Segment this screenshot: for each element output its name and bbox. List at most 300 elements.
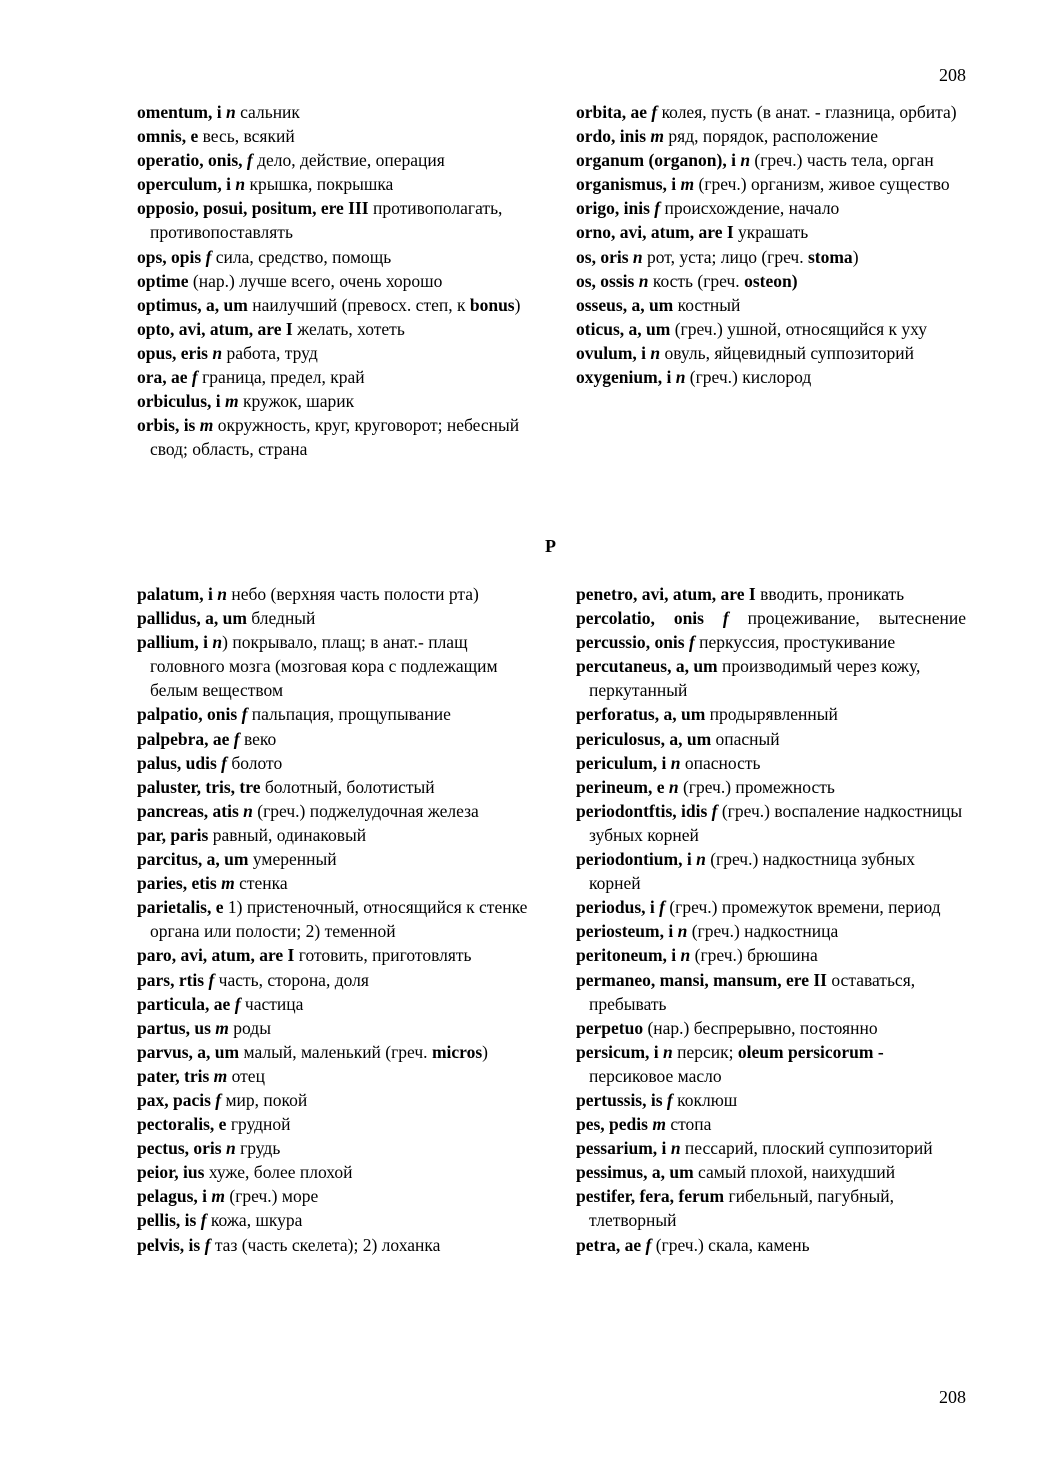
entry-gender: n: [658, 1041, 673, 1062]
dictionary-entry: [137, 389, 529, 413]
dictionary-entry: [576, 968, 966, 1016]
entry-headword: penetro, avi, atum, are I: [576, 584, 756, 604]
entry-headword: pallidus: [137, 608, 197, 629]
entry-definition: (греч.) промежуток времени, период: [664, 897, 941, 918]
entry-gender: m: [646, 126, 665, 147]
entry-definition: процеживание, вытеснение: [728, 608, 966, 629]
entry-definition: граница, предел, край: [197, 367, 365, 388]
entry-headword: pelvis: [137, 1234, 180, 1255]
entry-forms: , avi, atum, are I: [171, 945, 295, 966]
dictionary-entry: [137, 992, 529, 1016]
entry-gender: f: [229, 728, 240, 749]
entry-headword: periodontium: [576, 849, 679, 870]
entry-headword: orbis: [137, 415, 175, 436]
entry-forms: , ae: [615, 1234, 642, 1255]
entry-headword: omnis: [137, 126, 182, 147]
entry-headword: pestifer: [576, 1186, 631, 1207]
entry-definition-tail: персиковое масло: [589, 1065, 722, 1086]
dictionary-entry: [137, 245, 529, 269]
entry-definition: окружность, круг, круговорот; небесный свод; область, страна: [150, 415, 520, 460]
entry-forms: , i: [207, 391, 221, 412]
entry-forms: , ius: [174, 1162, 205, 1183]
dictionary-entry: [576, 269, 968, 293]
entry-gender: m: [210, 1017, 229, 1038]
entry-definition: грудь: [235, 1138, 281, 1159]
entry-headword: pessimus: [576, 1162, 644, 1183]
dictionary-entry: [576, 1136, 966, 1160]
entry-headword: periodus: [576, 897, 642, 918]
entry-definition: (нар.) лучше всего, очень хорошо: [188, 270, 443, 291]
entry-term: oleum persicorum -: [737, 1041, 884, 1062]
entry-definition: умеренный: [248, 849, 337, 870]
entry-definition: (греч.) брюшина: [690, 945, 818, 966]
entry-headword: ops: [137, 246, 163, 267]
entry-forms: , oris: [591, 246, 629, 267]
entry-forms: , eris: [172, 342, 208, 363]
entry-gender: m: [209, 1065, 228, 1086]
entry-gender: n: [208, 632, 223, 653]
dictionary-entry: [576, 365, 968, 389]
entry-headword: particula, ae: [137, 993, 231, 1014]
dictionary-entry: [576, 582, 966, 606]
entry-gender: f: [707, 800, 718, 821]
entry-definition: болото: [226, 752, 283, 773]
entry-definition: гибельный, пагубный, тлетворный: [589, 1186, 894, 1231]
entry-gender: n: [208, 342, 223, 363]
entry-headword: persicum, i: [576, 1041, 659, 1062]
entry-definition: коклюш: [672, 1089, 738, 1110]
dictionary-entry: [137, 1208, 529, 1232]
entry-definition: готовить, приготовлять: [294, 945, 472, 966]
entry-headword: pallium: [137, 632, 195, 653]
entry-definition: самый плохой, наихудший: [693, 1162, 896, 1183]
entry-gender: f: [216, 752, 227, 773]
entry-forms: , rtis: [170, 969, 205, 990]
entry-definition: малый, маленький (греч.: [239, 1041, 432, 1062]
entry-headword: optime: [137, 270, 189, 291]
entry-definition: опасный: [711, 728, 780, 749]
entry-headword: oticus: [576, 318, 620, 339]
entry-definition: мир, покой: [221, 1089, 308, 1110]
entry-headword: palpebra: [137, 728, 205, 749]
dictionary-entry: [576, 727, 966, 751]
entry-definition: часть, сторона, доля: [214, 969, 369, 990]
dictionary-entry: [137, 341, 529, 365]
entry-forms: , e: [207, 897, 224, 918]
dictionary-entry: [137, 943, 529, 967]
entry-headword: pancreas: [137, 800, 204, 821]
entry-headword: oxygenium: [576, 367, 658, 388]
page-number-top: 208: [939, 65, 966, 85]
entry-gender: f: [230, 993, 241, 1014]
entry-headword: pars: [137, 969, 171, 990]
entry-gender: n: [634, 270, 649, 291]
entry-headword: pes, pedis: [576, 1114, 648, 1135]
dictionary-entry: [576, 1016, 966, 1040]
entry-definition: (нар.) беспрерывно, постоянно: [643, 1017, 878, 1038]
dictionary-entry: [137, 196, 529, 244]
entry-headword: parcitus, a, um: [137, 849, 249, 870]
entry-definition: колея, пусть (в анат. - глазница, орбита): [657, 102, 957, 122]
entry-definition: желать, хотеть: [292, 318, 405, 339]
entry-headword: os: [576, 246, 592, 267]
dictionary-entry: [137, 1064, 529, 1088]
entry-definition-tail: ): [514, 294, 521, 315]
entry-gender: f: [646, 102, 658, 122]
entry-forms: , i: [678, 849, 692, 870]
dictionary-entry: [576, 630, 966, 654]
entry-headword: orbiculus: [137, 391, 208, 412]
entry-gender: n: [671, 367, 686, 388]
entry-forms: , i: [632, 342, 647, 363]
entry-gender: f: [187, 367, 198, 388]
entry-definition: бледный: [246, 608, 316, 629]
dictionary-entry: [576, 100, 968, 124]
dictionary-entry: [576, 799, 966, 847]
entry-forms: , a, um: [643, 1162, 694, 1183]
entry-headword: orbita: [576, 102, 622, 122]
entry-definition: (греч.) организм, живое существо: [694, 174, 950, 195]
entry-gender: f: [654, 897, 665, 918]
dictionary-entry: [576, 293, 968, 317]
column-right-top: [576, 100, 968, 389]
entry-forms: , a, um: [667, 656, 718, 677]
dictionary-entry: [576, 606, 966, 630]
dictionary-entry: [137, 871, 529, 895]
entry-definition: ) покрывало, плащ; в анат.- плащ головного мозга (мозговая кора с подлежащим белым веществом: [150, 632, 498, 701]
entry-headword: perineum: [576, 776, 648, 797]
entry-gender: f: [703, 608, 729, 629]
entry-definition: рот, уста; лицо (греч.: [642, 246, 808, 267]
dictionary-entry: [576, 1088, 966, 1112]
entry-gender: n: [666, 1138, 681, 1159]
entry-term: bonus: [469, 294, 515, 315]
dictionary-entry: [137, 124, 529, 148]
entry-gender: f: [210, 1089, 222, 1110]
dictionary-entry: [576, 702, 966, 726]
entry-headword: pax, pacis: [137, 1089, 211, 1110]
entry-definition: пессарий, плоский суппозиторий: [680, 1138, 933, 1159]
entry-gender: m: [676, 174, 695, 195]
entry-definition: отец: [227, 1065, 265, 1086]
entry-forms: , is: [179, 1234, 201, 1255]
entry-headword: pater, tris: [137, 1065, 210, 1086]
entry-gender: n: [676, 945, 691, 966]
entry-headword: opto, avi, atum, are I: [137, 318, 293, 339]
dictionary-entry: [576, 847, 966, 895]
entry-headword: pellis, is: [137, 1210, 197, 1231]
entry-definition: стенка: [234, 873, 288, 894]
entry-forms: , e: [209, 1114, 227, 1135]
entry-headword: ora, ae: [137, 367, 188, 388]
entry-headword: ordo: [576, 126, 611, 147]
entry-headword: opus: [137, 342, 173, 363]
dictionary-entry: [137, 1233, 529, 1257]
entry-headword: omentum: [137, 102, 208, 122]
entry-definition: хуже, более плохой: [204, 1162, 353, 1183]
dictionary-entry: [137, 1136, 529, 1160]
dictionary-entry: [576, 245, 968, 269]
entry-forms: , inis: [611, 126, 647, 147]
dictionary-entry: [137, 1184, 529, 1208]
entry-forms: , i: [199, 584, 213, 604]
entry-headword: periculosus, a, um: [576, 728, 712, 749]
entry-forms: , ae: [621, 102, 647, 122]
dictionary-entry: [137, 823, 529, 847]
entry-forms: , fera, ferum: [630, 1186, 725, 1207]
entry-headword: operculum: [137, 174, 218, 195]
dictionary-entry: [576, 1112, 966, 1136]
dictionary-entry: [576, 1233, 966, 1257]
entry-gender: n: [212, 584, 227, 604]
entry-headword: pelagus, i: [137, 1186, 208, 1207]
dictionary-entry: [137, 702, 529, 726]
dictionary-entry: [137, 775, 529, 799]
dictionary-entry: [137, 582, 529, 606]
dictionary-entry: [576, 341, 968, 365]
section-letter: P: [545, 536, 556, 556]
entry-gender: f: [196, 1210, 207, 1231]
entry-forms: , e: [181, 126, 199, 147]
entry-headword: operatio: [137, 150, 200, 171]
entry-forms: , e: [647, 776, 665, 797]
entry-forms: , i: [194, 632, 209, 653]
entry-gender: n: [221, 1138, 236, 1159]
dictionary-entry: [576, 895, 966, 919]
entry-definition: противополагать, противопоставлять: [150, 198, 503, 243]
entry-headword: palus: [137, 752, 177, 773]
entry-definition: (греч.) ушной, относящийся к уху: [670, 318, 928, 339]
entry-forms: , a, um: [188, 1041, 240, 1062]
entry-headword: peior: [137, 1162, 175, 1183]
entry-definition: пальпация, прощупывание: [247, 704, 451, 725]
dictionary-entry: [137, 293, 529, 317]
entry-gender: m: [216, 873, 235, 894]
dictionary-entry: [576, 317, 968, 341]
entry-gender: n: [221, 102, 236, 122]
dictionary-entry: [137, 895, 529, 943]
entry-headword: periodontftis: [576, 800, 673, 821]
dictionary-entry: [576, 172, 968, 196]
dictionary-entry: [576, 220, 968, 244]
entry-definition: небо (верхняя часть полости рта): [226, 584, 479, 604]
entry-definition: (греч.) море: [225, 1186, 319, 1207]
entry-headword: partus, us: [137, 1017, 211, 1038]
entry-headword: percussio: [576, 632, 646, 653]
dictionary-entry: [576, 943, 966, 967]
dictionary-entry: [137, 1088, 529, 1112]
entry-headword: opposio, posui, positum, ere III: [137, 198, 369, 219]
entry-term: micros: [431, 1041, 483, 1062]
dictionary-entry: [137, 799, 529, 823]
entry-gender: n: [628, 246, 643, 267]
entry-gender: n: [673, 921, 688, 942]
entry-definition: украшать: [733, 222, 809, 243]
dictionary-entry: [137, 317, 529, 341]
entry-headword: organismus: [576, 174, 663, 195]
entry-definition: работа, труд: [222, 342, 318, 363]
entry-headword: parietalis: [137, 897, 207, 918]
entry-headword: os, ossis: [576, 270, 635, 291]
entry-forms: , a, um: [619, 318, 671, 339]
entry-forms: , ae: [204, 728, 230, 749]
entry-headword: origo: [576, 198, 615, 219]
entry-definition: производимый через кожу, перкутанный: [589, 656, 921, 701]
entry-headword: parvus: [137, 1041, 189, 1062]
entry-definition: наилучший (превосх. степ, к: [247, 294, 470, 315]
dictionary-entry: [576, 1040, 966, 1088]
entry-gender: f: [201, 246, 212, 267]
entry-definition: грудной: [226, 1114, 291, 1135]
entry-gender: n: [238, 800, 253, 821]
page-number-bottom: 208: [939, 1387, 966, 1407]
entry-headword: pectoralis: [137, 1114, 210, 1135]
entry-gender: f: [662, 1089, 673, 1110]
entry-headword: palatum: [137, 584, 200, 604]
entry-definition: (греч.) скала, камень: [651, 1234, 810, 1255]
entry-definition: весь, всякий: [198, 126, 295, 147]
entry-forms: , i: [207, 102, 222, 122]
entry-gender: f: [242, 150, 253, 171]
entry-gender: n: [646, 342, 661, 363]
entry-headword: orno, avi, atum, are I: [576, 222, 734, 243]
entry-gender: f: [204, 969, 215, 990]
entry-headword: periculum, i: [576, 752, 667, 773]
dictionary-entry: [137, 1112, 529, 1136]
entry-definition: кость (греч.: [648, 270, 745, 291]
entry-definition: сила, средство, помощь: [211, 246, 392, 267]
entry-forms: , paris: [161, 824, 209, 845]
entry-forms: , inis: [614, 198, 650, 219]
entry-gender: f: [641, 1234, 652, 1255]
dictionary-entry: [576, 919, 966, 943]
entry-headword: permaneo, mansi, mansum, ere II: [576, 969, 827, 990]
entry-forms: , udis: [176, 752, 217, 773]
entry-definition: оставаться, пребывать: [589, 969, 916, 1014]
entry-definition: персик;: [672, 1041, 738, 1062]
entry-definition: ряд, порядок, расположение: [664, 126, 879, 147]
entry-headword: palpatio: [137, 704, 199, 725]
entry-headword: paluster: [137, 776, 197, 797]
entry-forms: , a, um: [197, 294, 248, 315]
entry-definition: (греч.) воспаление надкостницы зубных корней: [589, 800, 963, 845]
entry-headword: petra: [576, 1234, 616, 1255]
dictionary-entry: [137, 413, 529, 461]
entry-headword: paro: [137, 945, 172, 966]
entry-definition: (греч.) надкостница: [687, 921, 839, 942]
entry-headword: peritoneum, i: [576, 945, 677, 966]
column-right-bottom: [576, 582, 966, 1257]
entry-definition: (греч.) часть тела, орган: [750, 150, 934, 171]
entry-forms: , is: [174, 415, 196, 436]
entry-gender: f: [237, 704, 248, 725]
entry-definition: роды: [228, 1017, 271, 1038]
dictionary-entry: [137, 727, 529, 751]
entry-forms: , i: [657, 367, 672, 388]
entry-definition: (греч.) поджелудочная железа: [252, 800, 479, 821]
dictionary-entry: [137, 1160, 529, 1184]
entry-forms: , onis,: [199, 150, 243, 171]
entry-definition: (греч.) промежность: [678, 776, 835, 797]
entry-gender: m: [195, 415, 214, 436]
entry-headword: perpetuo: [576, 1017, 644, 1038]
entry-forms: , i: [662, 174, 677, 195]
dictionary-entry: [137, 148, 529, 172]
entry-definition: болотный, болотистый: [260, 776, 435, 797]
entry-definition: костный: [673, 294, 741, 315]
dictionary-entry: [137, 1016, 529, 1040]
dictionary-entry: [137, 172, 529, 196]
entry-definition: таз (часть скелета); 2) лоханка: [210, 1234, 441, 1255]
entry-gender: m: [207, 1186, 226, 1207]
entry-forms: , atis: [203, 800, 239, 821]
entry-headword: paries, etis: [137, 873, 217, 894]
entry-forms: , a, um: [622, 294, 674, 315]
entry-headword: organum: [576, 150, 645, 171]
dictionary-entry: [576, 775, 966, 799]
entry-forms: , i: [641, 897, 655, 918]
entry-gender: n: [691, 849, 706, 870]
entry-headword: percutaneus: [576, 656, 668, 677]
entry-gender: n: [735, 150, 751, 171]
entry-forms: , onis: [645, 632, 685, 653]
entry-definition: происхождение, начало: [660, 198, 840, 219]
entry-gender: f: [649, 198, 661, 219]
entry-definition: овуль, яйцевидный суппозиторий: [660, 342, 915, 363]
entry-forms: , tris, tre: [196, 776, 261, 797]
entry-headword: optimus: [137, 294, 198, 315]
entry-gender: n: [231, 174, 246, 195]
dictionary-entry: [137, 365, 529, 389]
entry-headword: periosteum, i: [576, 921, 674, 942]
entry-forms: , oris: [184, 1138, 222, 1159]
dictionary-entry: [576, 196, 968, 220]
entry-definition: веко: [239, 728, 277, 749]
dictionary-entry: [137, 269, 529, 293]
entry-forms: , a, um: [196, 608, 247, 629]
dictionary-entry: [576, 751, 966, 775]
entry-headword: pectus: [137, 1138, 185, 1159]
entry-definition: крышка, покрышка: [245, 174, 394, 195]
entry-gender: n: [666, 752, 681, 773]
entry-headword: pertussis, is: [576, 1089, 663, 1110]
entry-gender: n: [664, 776, 679, 797]
entry-term: osteon): [744, 270, 798, 291]
dictionary-entry: [137, 606, 529, 630]
dictionary-entry: [576, 148, 968, 172]
entry-definition: (греч.) кислород: [685, 367, 812, 388]
dictionary-entry: [137, 751, 529, 775]
entry-gender: f: [200, 1234, 211, 1255]
entry-definition: частица: [240, 993, 304, 1014]
entry-definition: стопа: [665, 1114, 712, 1135]
entry-gender: m: [647, 1114, 666, 1135]
dictionary-entry: [137, 847, 529, 871]
entry-definition: продырявленный: [705, 704, 838, 725]
entry-definition: дело, действие, операция: [252, 150, 445, 171]
column-left-top: [137, 100, 529, 461]
column-left-bottom: [137, 582, 529, 1257]
entry-definition: (греч.) надкостница зубных корней: [589, 849, 916, 894]
entry-headword: ovulum: [576, 342, 633, 363]
entry-term: stoma: [807, 246, 853, 267]
entry-definition-tail: ): [482, 1041, 488, 1062]
entry-forms: , i: [217, 174, 231, 195]
entry-definition: кружок, шарик: [238, 391, 355, 412]
entry-forms: , idis: [672, 800, 708, 821]
entry-definition: сальник: [235, 102, 300, 122]
entry-forms: , onis: [198, 704, 238, 725]
